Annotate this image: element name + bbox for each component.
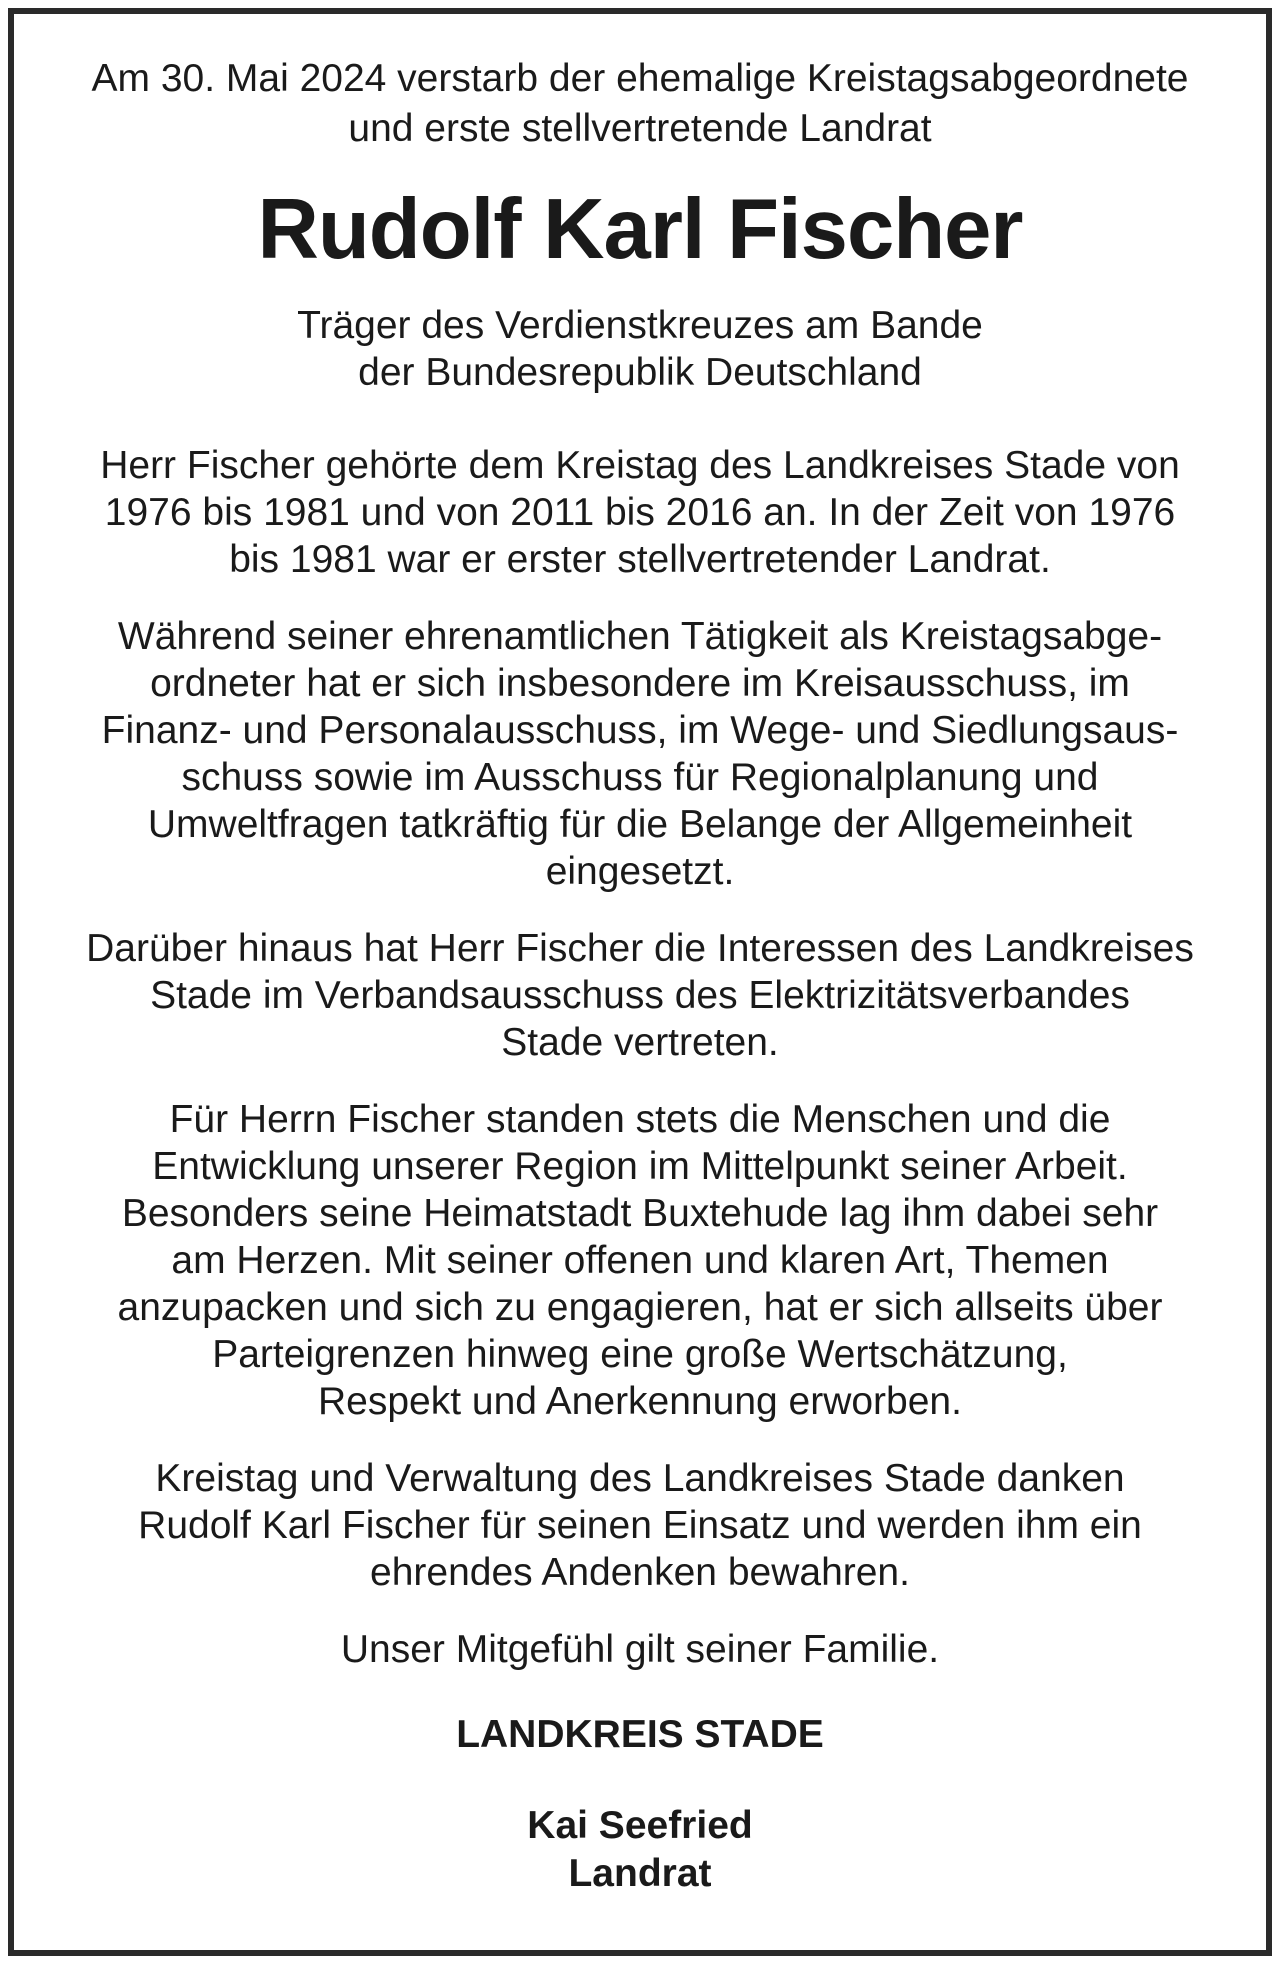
intro-line: Am 30. Mai 2024 verstarb der ehemalige Kreistagsabgeordnete bbox=[91, 57, 1189, 100]
signer-name: Kai Seefried bbox=[527, 1804, 753, 1847]
paragraph-line: Stade vertreten. bbox=[501, 1021, 779, 1064]
paragraph-tribute bbox=[14, 1096, 1266, 1425]
intro-line: und erste stellvertretende Landrat bbox=[348, 107, 932, 150]
paragraph-condolence bbox=[14, 1626, 1266, 1673]
paragraph-line: Während seiner ehrenamtlichen Tätigkeit als Kreistagsabge- bbox=[117, 615, 1163, 658]
honor-line: der Bundesrepublik Deutschland bbox=[358, 351, 922, 394]
paragraph-line: Besonders seine Heimatstadt Buxtehude lag ihm dabei sehr bbox=[121, 1192, 1159, 1235]
paragraph-line: Entwicklung unserer Region im Mittelpunkt seiner Arbeit. bbox=[152, 1145, 1128, 1188]
paragraph-line: Unser Mitgefühl gilt seiner Familie. bbox=[340, 1628, 940, 1671]
signer-title: Landrat bbox=[568, 1852, 712, 1895]
deceased-name: Rudolf Karl Fischer bbox=[257, 182, 1023, 277]
organization-name: LANDKREIS STADE bbox=[456, 1713, 824, 1756]
paragraph-line: Für Herrn Fischer standen stets die Menschen und die bbox=[169, 1098, 1111, 1141]
paragraph-line: Herr Fischer gehörte dem Kreistag des Landkreises Stade von bbox=[100, 444, 1180, 487]
paragraph-line: ehrendes Andenken bewahren. bbox=[370, 1551, 910, 1594]
paragraph-line: am Herzen. Mit seiner offenen und klaren Art, Themen bbox=[171, 1239, 1109, 1282]
paragraph-line: Stade im Verbandsausschuss des Elektrizitätsverbandes bbox=[150, 974, 1130, 1017]
paragraph-line: eingesetzt. bbox=[545, 850, 735, 893]
paragraph-line: bis 1981 war er erster stellvertretender Landrat. bbox=[229, 538, 1051, 581]
paragraph-association bbox=[14, 925, 1266, 1066]
obituary-notice bbox=[14, 14, 1266, 1898]
paragraph-line: anzupacken und sich zu engagieren, hat er sich allseits über bbox=[117, 1286, 1163, 1329]
paragraph-line: Parteigrenzen hinweg eine große Wertschätzung, bbox=[212, 1333, 1068, 1376]
paragraph-line: Respekt und Anerkennung erworben. bbox=[318, 1380, 962, 1423]
paragraph-line: 1976 bis 1981 und von 2011 bis 2016 an. In der Zeit von 1976 bbox=[104, 491, 1176, 534]
paragraph-line: Rudolf Karl Fischer für seinen Einsatz und werden ihm ein bbox=[138, 1504, 1142, 1547]
paragraph-thanks bbox=[14, 1455, 1266, 1596]
signature-block bbox=[14, 1802, 1266, 1898]
paragraph-line: Darüber hinaus hat Herr Fischer die Interessen des Landkreises bbox=[86, 927, 1194, 970]
intro-text bbox=[14, 54, 1266, 154]
paragraph-committees bbox=[14, 613, 1266, 895]
paragraph-line: Kreistag und Verwaltung des Landkreises Stade danken bbox=[155, 1457, 1125, 1500]
paragraph-career bbox=[14, 442, 1266, 583]
honor-text bbox=[14, 302, 1266, 396]
paragraph-line: schuss sowie im Ausschuss für Regionalplanung und bbox=[181, 756, 1099, 799]
paragraph-line: Umweltfragen tatkräftig für die Belange der Allgemeinheit bbox=[147, 803, 1133, 846]
honor-line: Träger des Verdienstkreuzes am Bande bbox=[297, 304, 983, 347]
paragraph-line: Finanz- und Personalausschuss, im Wege- und Siedlungsaus- bbox=[101, 709, 1179, 752]
paragraph-line: ordneter hat er sich insbesondere im Kreisausschuss, im bbox=[150, 662, 1130, 705]
